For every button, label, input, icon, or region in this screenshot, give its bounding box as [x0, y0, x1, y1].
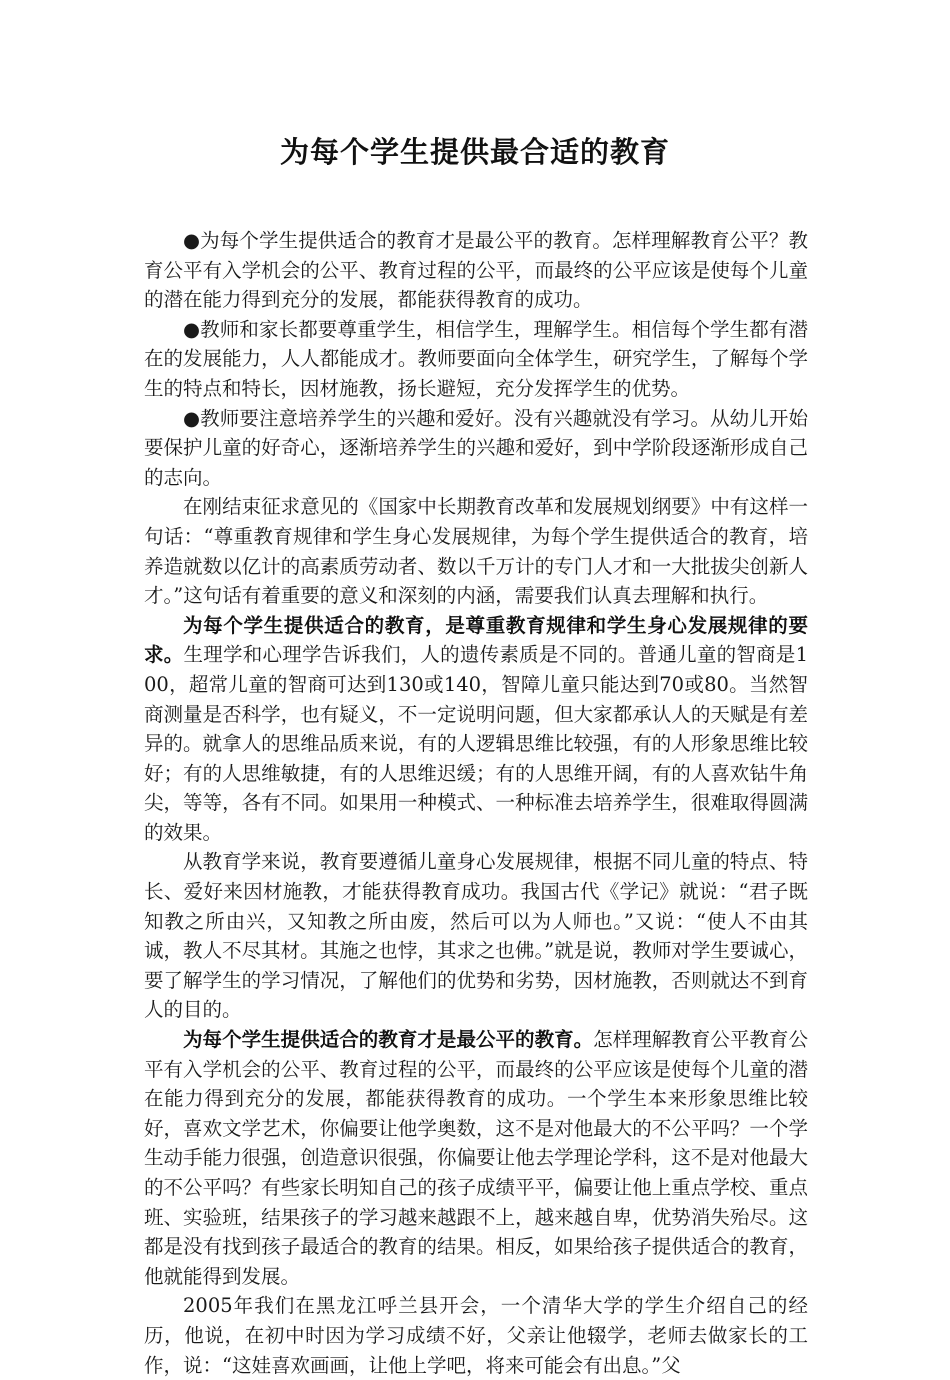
- paragraph-text: ●为每个学生提供适合的教育才是最公平的教育。怎样理解教育公平？教育公平有入学机会的公平、教育过程的公平，而最终的公平应该是使每个儿童的潜在能力得到充分的发展，都能获得教育的成功。: [144, 229, 808, 312]
- paragraph-1: [144, 226, 808, 315]
- paragraph-text: 怎样理解教育公平教育公平有入学机会的公平、教育过程的公平，而最终的公平应该是使每个儿童的潜在能力得到充分的发展，都能获得教育的成功。一个学生本来形象思维比较好，喜欢文学艺术，你偏要让他学奥数，这不是对他最大的不公平吗？一个学生动手能力很强，创造意识很强，你偏要让他去学理论学科，这不是对他最大的不公平吗？有些家长明知自己的孩子成绩平平，偏要让他上重点学校、重点班、实验班，结果孩子的学习越来越跟不上，越来越自卑，优势消失殆尽。这都是没有找到孩子最适合的教育的结果。相反，如果给孩子提供适合的教育，他就能得到发展。: [144, 1028, 808, 1288]
- document-title: 为每个学生提供最合适的教育: [279, 135, 670, 169]
- paragraph-text: 从教育学来说，教育要遵循儿童身心发展规律，根据不同儿童的特点、特长、爱好来因材施教，才能获得教育成功。我国古代《学记》就说：“君子既知教之所由兴，又知教之所由废，然后可以为人师也。”又说：“使人不由其诚，教人不尽其材。其施之也悖，其求之也佛。”就是说，教师对学生要诚心，要了解学生的学习情况，了解他们的优势和劣势，因材施教，否则就达不到育人的目的。: [144, 850, 808, 1022]
- paragraph-3: [144, 404, 808, 493]
- paragraph-5: [144, 611, 808, 848]
- document-body: [144, 226, 808, 1380]
- paragraph-text: ●教师和家长都要尊重学生，相信学生，理解学生。相信每个学生都有潜在的发展能力，人人都能成才。教师要面向全体学生，研究学生，了解每个学生的特点和特长，因材施教，扬长避短，充分发挥学生的优势。: [144, 317, 808, 400]
- paragraph-lead: 为每个学生提供适合的教育，是尊重教育规律和学生身心发展规律的要求。: [144, 613, 808, 667]
- paragraph-text: 2005年我们在黑龙江呼兰县开会，一个清华大学的学生介绍自己的经历，他说，在初中时因为学习成绩不好，父亲让他辍学，老师去做家长的工作，说：“这娃喜欢画画，让他上学吧，将来可能会有出息。”父: [144, 1294, 808, 1377]
- paragraph-8: [144, 1291, 808, 1380]
- paragraph-6: [144, 847, 808, 1025]
- paragraph-7: [144, 1025, 808, 1291]
- paragraph-2: [144, 315, 808, 404]
- paragraph-text: 在刚结束征求意见的《国家中长期教育改革和发展规划纲要》中有这样一句话：“尊重教育规律和学生身心发展规律，为每个学生提供适合的教育，培养造就数以亿计的高素质劳动者、数以千万计的专门人才和一大批拔尖创新人才。”这句话有着重要的意义和深刻的内涵，需要我们认真去理解和执行。: [144, 495, 808, 608]
- paragraph-text: ●教师要注意培养学生的兴趣和爱好。没有兴趣就没有学习。从幼儿开始要保护儿童的好奇心，逐渐培养学生的兴趣和爱好，到中学阶段逐渐形成自己的志向。: [144, 406, 808, 489]
- paragraph-text: 生理学和心理学告诉我们，人的遗传素质是不同的。普通儿童的智商是100，超常儿童的智商可达到130或140，智障儿童只能达到70或80。当然智商测量是否科学，也有疑义，不一定说明问题，但大家都承认人的天赋是有差异的。就拿人的思维品质来说，有的人逻辑思维比较强，有的人形象思维比较好；有的人思维敏捷，有的人思维迟缓；有的人思维开阔，有的人喜欢钻牛角尖，等等，各有不同。如果用一种模式、一种标准去培养学生，很难取得圆满的效果。: [144, 643, 808, 844]
- paragraph-lead: 为每个学生提供适合的教育才是最公平的教育。: [183, 1028, 594, 1052]
- paragraph-4: [144, 492, 808, 610]
